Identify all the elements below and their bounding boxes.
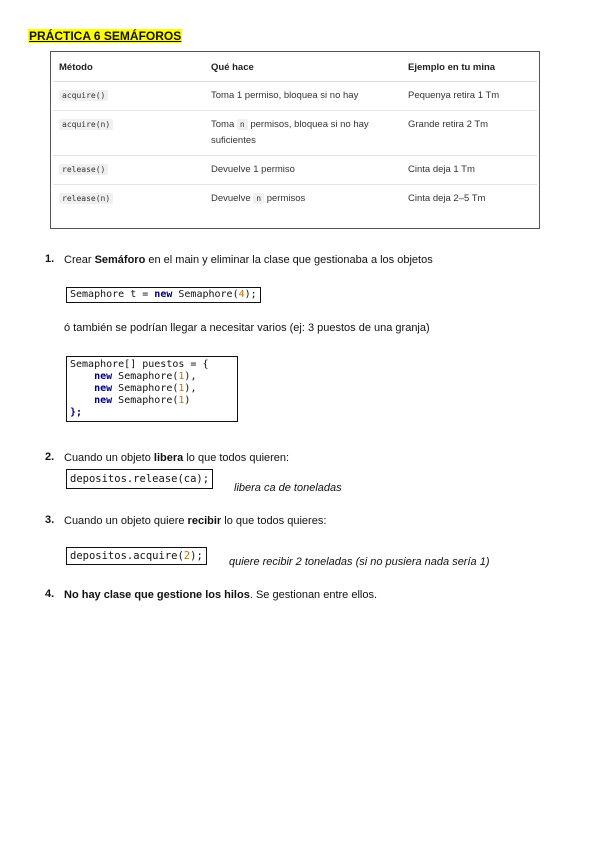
example-cell: Cinta deja 1 Tm <box>402 156 537 185</box>
method-cell: release() <box>59 164 108 175</box>
method-cell: acquire(n) <box>59 119 113 130</box>
example-cell: Pequenya retira 1 Tm <box>402 82 537 111</box>
does-cell <box>205 111 402 156</box>
step-number: 3. <box>45 514 55 526</box>
step-4-text: No hay clase que gestione los hilos. Se gestionan entre ellos. <box>64 589 378 601</box>
col-header-example: Ejemplo en tu mina <box>402 56 537 82</box>
methods-table <box>50 51 540 229</box>
step-1-note: ó también se podrían llegar a necesitar varios (ej: 3 puestos de una granja) <box>64 322 430 334</box>
page-title: PRÁCTICA 6 SEMÁFOROS <box>29 29 182 43</box>
step-number: 2. <box>45 451 55 463</box>
code-snippet-array: Semaphore[] puestos = { new Semaphore(1), new Semaphore(1), new Semaphore(1) }; <box>66 356 238 422</box>
col-header-does: Qué hace <box>205 56 402 82</box>
step-number: 1. <box>45 253 55 265</box>
col-header-method: Método <box>53 56 205 82</box>
release-comment: libera ca de toneladas <box>234 482 342 494</box>
n-chip: n <box>253 193 264 204</box>
does-text: permisos <box>266 193 306 204</box>
table-row <box>53 82 537 111</box>
acquire-comment: quiere recibir 2 toneladas (si no pusiera nada sería 1) <box>229 556 490 568</box>
example-cell: Grande retira 2 Tm <box>402 111 537 156</box>
does-cell: Devuelve 1 permiso <box>205 156 402 185</box>
example-cell: Cinta deja 2–5 Tm <box>408 193 486 204</box>
method-cell: release(n) <box>59 193 113 204</box>
does-text: Toma <box>211 119 235 130</box>
does-cell <box>205 185 402 214</box>
step-2-text: Cuando un objeto libera lo que todos quieren: <box>64 452 290 464</box>
code-snippet-semaphore: Semaphore t = new Semaphore(4); <box>66 287 261 303</box>
table-header-row <box>53 56 537 82</box>
code-snippet-release: depositos.release(ca); <box>66 469 213 489</box>
n-chip: n <box>237 119 248 130</box>
table-row <box>53 156 537 185</box>
step-3-text: Cuando un objeto quiere recibir lo que todos quieres: <box>64 515 327 527</box>
step-number: 4. <box>45 588 55 600</box>
table-row <box>53 111 537 156</box>
step-1-text: Crear Semáforo en el main y eliminar la clase que gestionaba a los objetos <box>64 254 433 266</box>
does-cell: Toma 1 permiso, bloquea si no hay <box>205 82 402 111</box>
does-text: Devuelve <box>211 193 251 204</box>
method-cell: acquire() <box>59 90 108 101</box>
table-row <box>53 185 537 214</box>
does-text: permisos, bloquea si no hay suficientes <box>211 119 369 146</box>
code-snippet-acquire: depositos.acquire(2); <box>66 547 207 565</box>
